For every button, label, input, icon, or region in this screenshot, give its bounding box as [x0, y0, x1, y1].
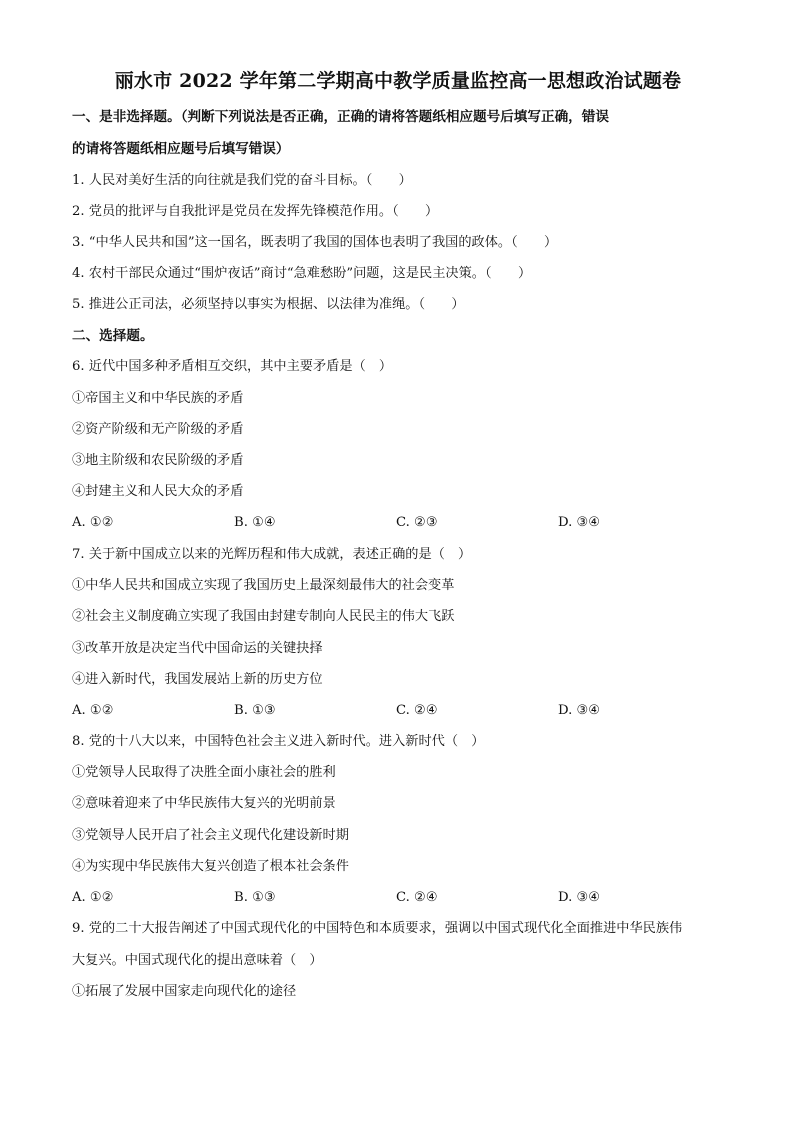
question-6-option-d: D. ③④: [558, 515, 601, 530]
question-8-option-c: C. ②④: [396, 890, 438, 905]
question-7-statement: ③改革开放是决定当代中国命运的关键抉择: [72, 641, 323, 656]
question-5: 5. 推进公正司法，必须坚持以事实为根据、以法律为准绳。（ ）: [72, 297, 465, 312]
question-8-option-a: A. ①②: [72, 890, 114, 905]
question-7-option-c: C. ②④: [396, 703, 438, 718]
question-8-stem: 8. 党的十八大以来，中国特色社会主义进入新时代。进入新时代（ ）: [72, 734, 485, 749]
question-8-option-d: D. ③④: [558, 890, 601, 905]
question-1: 1. 人民对美好生活的向往就是我们党的奋斗目标。（ ）: [72, 173, 412, 188]
question-6-option-a: A. ①②: [72, 515, 114, 530]
section1-heading-line2: 的请将答题纸相应题号后填写错误）: [72, 141, 290, 157]
section2-heading: 二、选择题。: [72, 328, 154, 344]
question-9-statement: ①拓展了发展中国家走向现代化的途径: [72, 984, 297, 999]
question-8-statement: ④为实现中华民族伟大复兴创造了根本社会条件: [72, 859, 349, 874]
question-7-stem: 7. 关于新中国成立以来的光辉历程和伟大成就，表述正确的是（ ）: [72, 547, 472, 562]
question-6-option-c: C. ②③: [396, 515, 438, 530]
question-8-statement: ①党领导人民取得了决胜全面小康社会的胜利: [72, 765, 336, 780]
question-7-option-a: A. ①②: [72, 703, 114, 718]
question-9-stem-line2: 大复兴。中国式现代化的提出意味着（ ）: [72, 953, 323, 968]
question-6-option-b: B. ①④: [234, 515, 276, 530]
question-8-statement: ②意味着迎来了中华民族伟大复兴的光明前景: [72, 796, 336, 811]
question-4: 4. 农村干部民众通过“围炉夜话”商讨“急难愁盼”问题，这是民主决策。（ ）: [72, 266, 532, 281]
question-7-statement: ①中华人民共和国成立实现了我国历史上最深刻最伟大的社会变革: [72, 578, 455, 593]
question-8-statement: ③党领导人民开启了社会主义现代化建设新时期: [72, 828, 349, 843]
question-6-statement: ②资产阶级和无产阶级的矛盾: [72, 422, 244, 437]
question-6-statement: ④封建主义和人民大众的矛盾: [72, 484, 244, 499]
question-7-option-b: B. ①③: [234, 703, 276, 718]
question-6-stem: 6. 近代中国多种矛盾相互交织，其中主要矛盾是（ ）: [72, 359, 393, 374]
question-9-stem-line1: 9. 党的二十大报告阐述了中国式现代化的中国特色和本质要求，强调以中国式现代化全面推进中华民族伟: [72, 921, 683, 936]
section1-heading-line1: 一、是非选择题。（判断下列说法是否正确，正确的请将答题纸相应题号后填写正确，错误: [72, 109, 609, 125]
question-7-option-d: D. ③④: [558, 703, 601, 718]
question-7-statement: ②社会主义制度确立实现了我国由封建专制向人民民主的伟大飞跃: [72, 609, 455, 624]
question-6-statement: ①帝国主义和中华民族的矛盾: [72, 391, 244, 406]
question-8-option-b: B. ①③: [234, 890, 276, 905]
page-title: 丽水市 2022 学年第二学期高中教学质量监控高一思想政治试题卷: [114, 70, 682, 92]
question-3: 3. “中华人民共和国”这一国名，既表明了我国的国体也表明了我国的政体。（ ）: [72, 235, 558, 250]
question-6-statement: ③地主阶级和农民阶级的矛盾: [72, 453, 244, 468]
question-2: 2. 党员的批评与自我批评是党员在发挥先锋模范作用。（ ）: [72, 204, 439, 219]
question-7-statement: ④进入新时代，我国发展站上新的历史方位: [72, 672, 323, 687]
